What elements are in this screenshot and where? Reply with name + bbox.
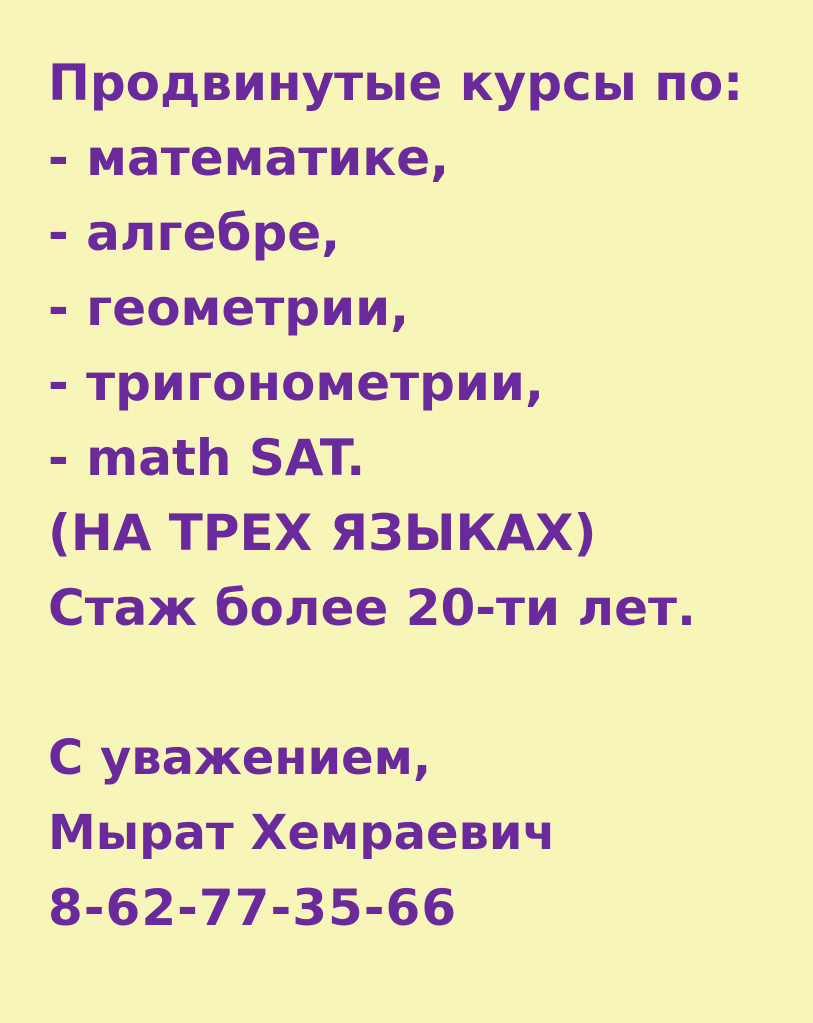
experience-note: Стаж более 20-ти лет. xyxy=(48,579,696,637)
signature-regards: С уважением, xyxy=(48,730,432,786)
blank-line xyxy=(48,646,783,721)
contact-phone: 8-62-77-35-66 xyxy=(48,879,458,937)
course-item-algebra: - алгебре, xyxy=(48,204,341,262)
ad-heading: Продвинутые курсы по: xyxy=(48,54,744,112)
signature-name: Мырат Хемраевич xyxy=(48,805,556,861)
course-item-math-sat: - math SAT. xyxy=(48,429,366,487)
course-item-trigonometry: - тригонометрии, xyxy=(48,354,544,412)
course-item-geometry: - геометрии, xyxy=(48,279,410,337)
course-item-math: - математике, xyxy=(48,129,450,187)
languages-note: (НА ТРЕХ ЯЗЫКАХ) xyxy=(48,504,597,562)
